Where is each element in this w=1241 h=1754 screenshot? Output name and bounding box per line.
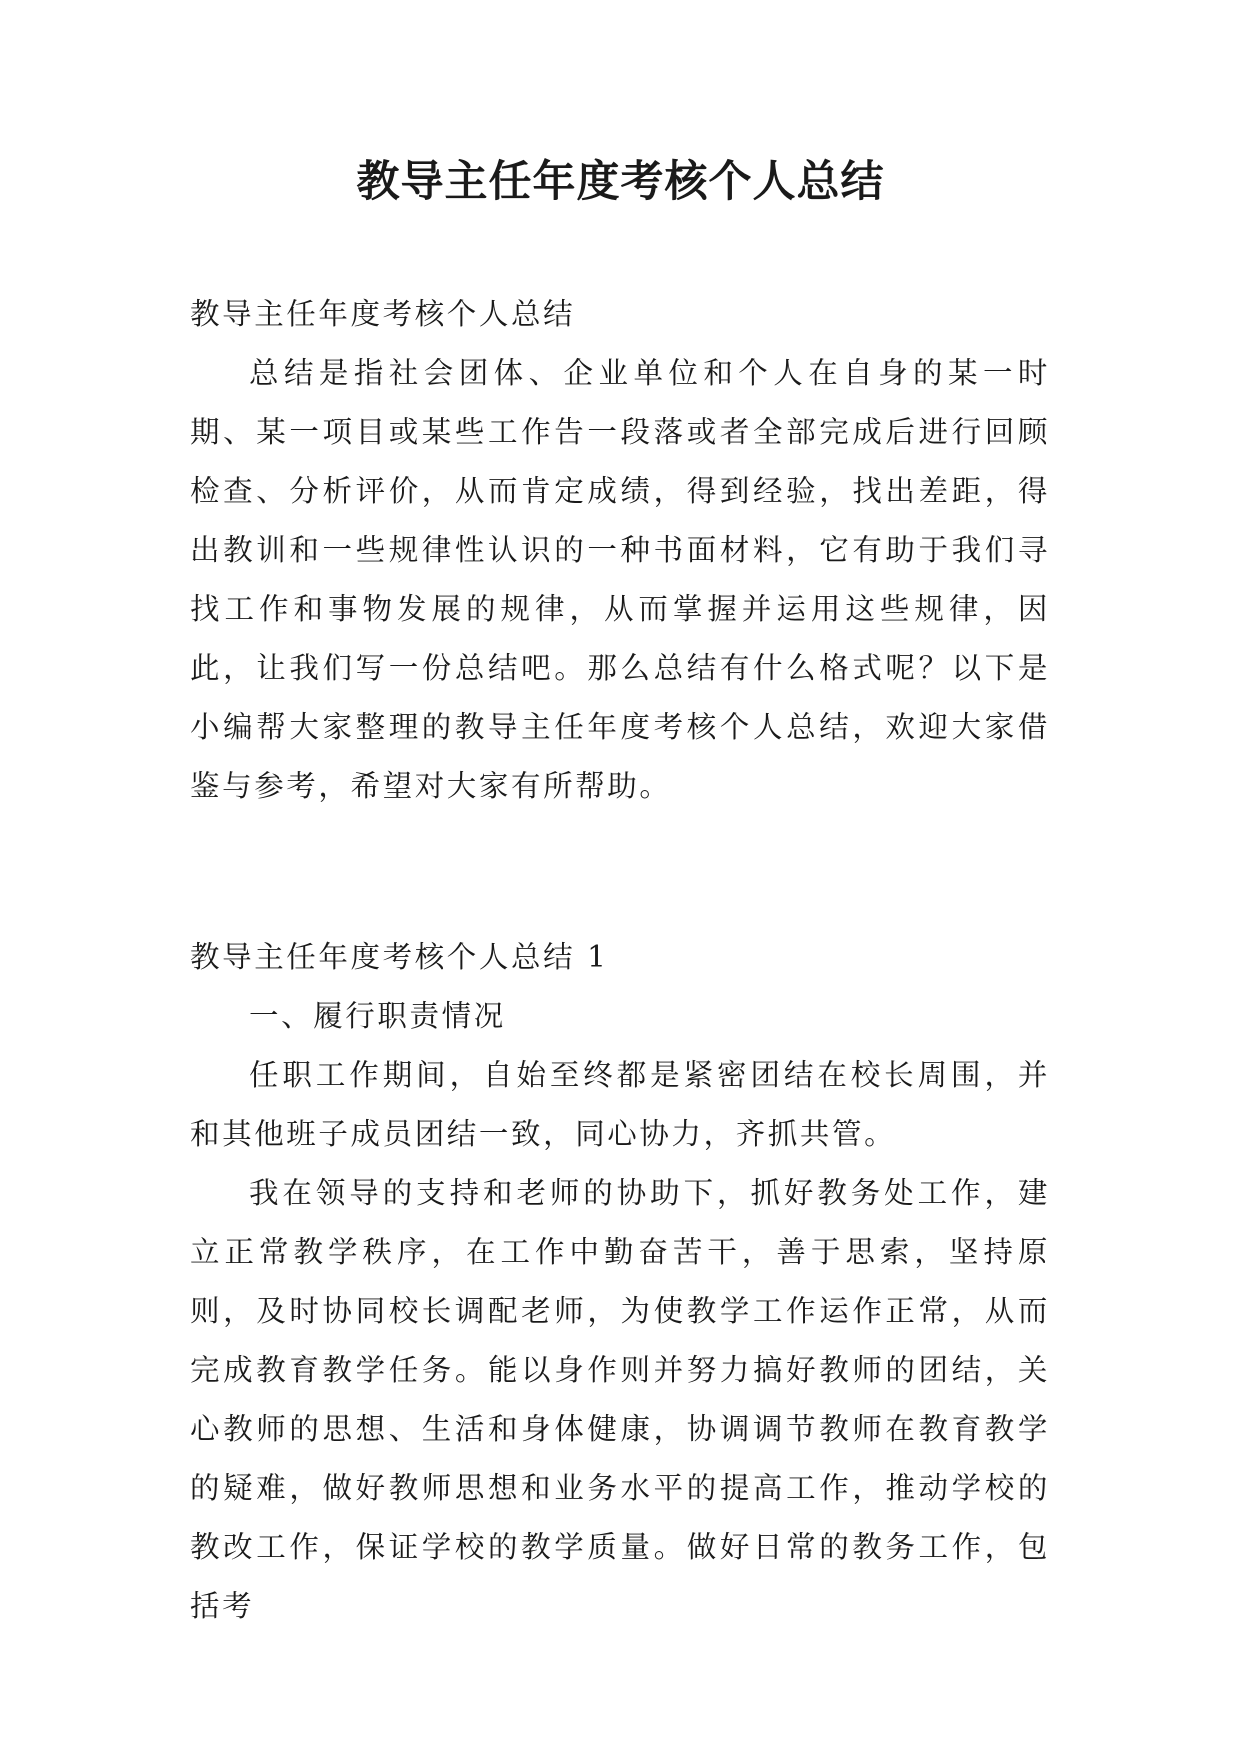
section-paragraph: 我在领导的支持和老师的协助下，抓好教务处工作，建立正常教学秩序，在工作中勤奋苦干，善于思索，坚持原则，及时协同校长调配老师，为使教学工作运作正常，从而完成教育教学任务。能以身作则并努力搞好教师的团结，关心教师的思想、生活和身体健康，协调调节教师在教育教学的疑难，做好教师思想和业务水平的提高工作，推动学校的教改工作，保证学校的教学质量。做好日常的教务工作，包括考 [190, 1176, 1050, 1623]
intro-heading: 教导主任年度考核个人总结 [190, 297, 576, 331]
intro-paragraph: 总结是指社会团体、企业单位和个人在自身的某一时期、某一项目或某些工作告一段落或者全部完成后进行回顾检查、分析评价，从而肯定成绩，得到经验，找出差距，得出教训和一些规律性认识的一种书面材料，它有助于我们寻找工作和事物发展的规律，从而掌握并运用这些规律，因此，让我们写一份总结吧。那么总结有什么格式呢？以下是小编帮大家整理的教导主任年度考核个人总结，欢迎大家借鉴与参考，希望对大家有所帮助。 [190, 356, 1050, 803]
section-paragraph: 任职工作期间，自始至终都是紧密团结在校长周围，并和其他班子成员团结一致，同心协力，齐抓共管。 [190, 1058, 1050, 1151]
document-title: 教导主任年度考核个人总结 [356, 157, 885, 207]
section-heading: 教导主任年度考核个人总结 1 [190, 940, 609, 974]
section-subheading: 一、履行职责情况 [249, 999, 506, 1033]
